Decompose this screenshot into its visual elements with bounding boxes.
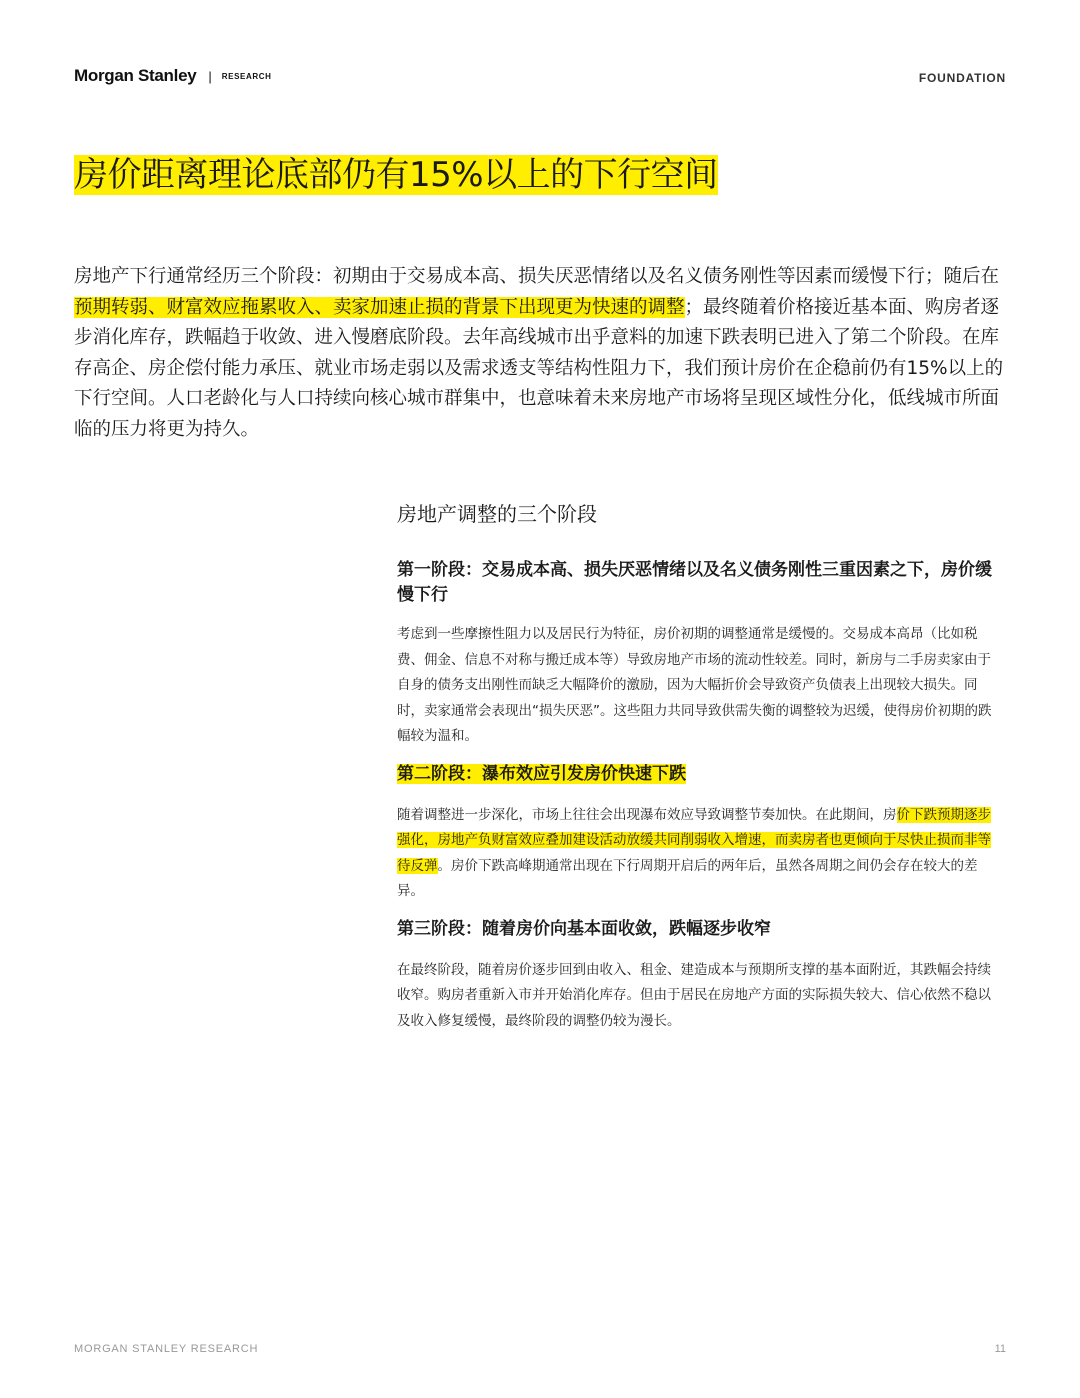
page-number: 11 xyxy=(994,1343,1006,1355)
brand-logo: Morgan Stanley xyxy=(74,66,197,85)
stage2-body-highlight: 价下跌预期逐步强化，房地产负财富效应叠加建设活动放缓共同削弱收入增速，而卖房者也更倾向于尽快止损而非等待反弹 xyxy=(397,806,991,874)
stages-section xyxy=(397,500,1002,1034)
stage2-body-end: 。房价下跌高峰期通常出现在下行周期开启后的两年后，虽然各周期之间仍会存在较大的差异。 xyxy=(397,857,978,899)
stage3-body: 在最终阶段，随着房价逐步回到由收入、租金、建造成本与预期所支撑的基本面附近，其跌幅会持续收窄。购房者重新入市并开始消化库存。但由于居民在房地产方面的实际损失较大、信心依然不稳以及收入修复缓慢，最终阶段的调整仍较为漫长。 xyxy=(397,961,991,1029)
brand-section-label: RESEARCH xyxy=(221,71,272,81)
title-highlight: 房价距离理论底部仍有15%以上的下行空间 xyxy=(74,155,718,195)
stage1-body: 考虑到一些摩擦性阻力以及居民行为特征，房价初期的调整通常是缓慢的。交易成本高昂（比如税费、佣金、信息不对称与搬迁成本等）导致房地产市场的流动性较差。同时，新房与二手房卖家由于自身的债务支出刚性而缺乏大幅降价的激励，因为大幅折价会导致资产负债表上出现较大损失。同时，卖家通常会表现出“损失厌恶”。这些阻力共同导致供需失衡的调整较为迟缓，使得房价初期的跌幅较为温和。 xyxy=(397,626,992,744)
stage2-body xyxy=(397,803,1002,905)
intro-text-start: 房地产下行通常经历三个阶段：初期由于交易成本高、损失厌恶情绪以及名义债务刚性等因素而缓慢下行；随后在 xyxy=(74,266,1000,287)
intro-highlight: 预期转弱、财富效应拖累收入、卖家加速止损的背景下出现更为快速的调整 xyxy=(74,296,685,318)
intro-text-end: ；最终随着价格接近基本面、购房者逐步消化库存，跌幅趋于收敛、进入慢磨底阶段。去年高线城市出乎意料的加速下跌表明已进入了第二个阶段。在库存高企、房企偿付能力承压、就业市场走弱以及需求透支等结构性阻力下，我们预计房价在企稳前仍有15%以上的下行空间。人口老龄化与人口持续向核心城市群集中，也意味着未来房地产市场将呈现区域性分化，低线城市所面临的压力将更为持久。 xyxy=(74,296,1004,440)
stage2-heading xyxy=(397,762,1002,787)
header-brand xyxy=(74,66,271,86)
stage1-heading: 第一阶段：交易成本高、损失厌恶情绪以及名义债务刚性三重因素之下，房价缓慢下行 xyxy=(397,560,992,605)
intro-paragraph xyxy=(74,262,1004,445)
stage2-heading-highlight: 第二阶段：瀑布效应引发房价快速下跌 xyxy=(397,763,686,784)
stage3-heading: 第三阶段：随着房价向基本面收敛，跌幅逐步收窄 xyxy=(397,918,771,939)
page-title xyxy=(74,152,718,198)
series-label: FOUNDATION xyxy=(918,71,1006,85)
stages-title: 房地产调整的三个阶段 xyxy=(397,502,597,526)
stage2-body-start: 随着调整进一步深化，市场上往往会出现瀑布效应导致调整节奏加快。在此期间，房 xyxy=(397,806,897,823)
footer-publisher: MORGAN STANLEY RESEARCH xyxy=(74,1343,259,1355)
brand-separator: | xyxy=(208,68,212,84)
